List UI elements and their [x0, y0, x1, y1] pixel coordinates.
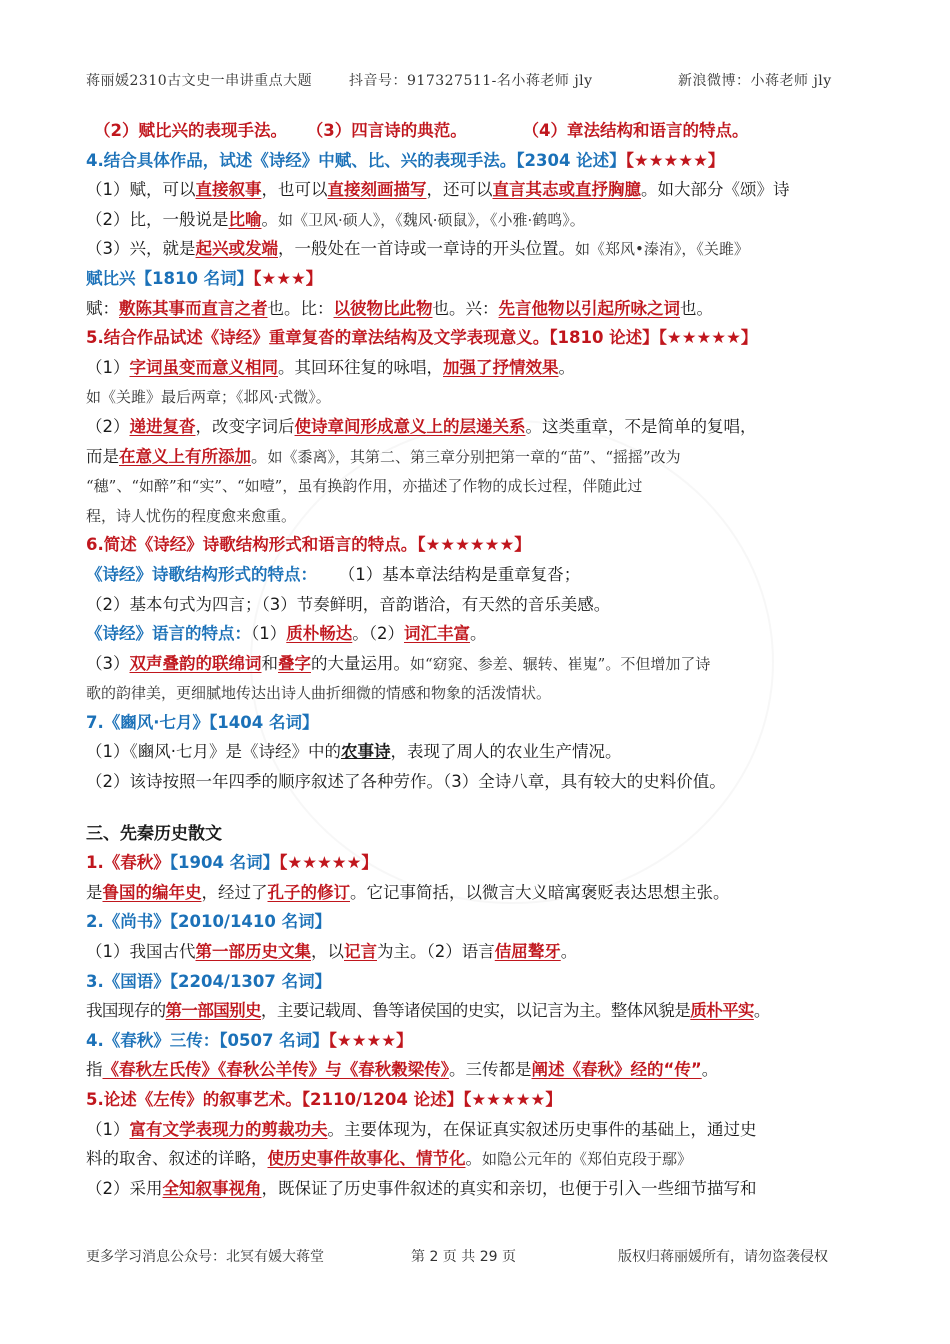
answer-line [86, 501, 876, 531]
text: 的大量运用。 [311, 653, 410, 673]
key-point: 佶屈聱牙 [494, 942, 561, 962]
answer-line [86, 737, 876, 767]
answer-line [86, 560, 876, 590]
answer-line [86, 1055, 876, 1085]
example-note: 如“窈窕、参差、辗转、崔嵬”。不但增加了诗 [410, 654, 711, 673]
key-point: 《春秋左氏传》《春秋公羊传》与《春秋穀梁传》 [102, 1060, 449, 1080]
exam-tag: 【0507 名词】 [219, 1030, 329, 1050]
question-title: 5.结合作品试述《诗经》重章复沓的章法结构及文学表现意义。 [86, 328, 550, 348]
key-point: 敷陈其事而直言之者 [119, 298, 268, 318]
question-4-heading [86, 146, 876, 176]
answer-line [86, 294, 876, 324]
question-7-heading [86, 708, 876, 738]
text: 。这类重章，不是简单的复唱， [525, 416, 757, 436]
example-note: “穗”、“如醉”和“实”、“如噎”，虽有换韵作用，亦描述了作物的成长过程，伴随此过 [86, 477, 643, 496]
text: （1） [86, 357, 130, 377]
question-title: 5.论述《左传》的叙事艺术。 [86, 1090, 302, 1109]
subheading: 《诗经》语言的特点： [86, 624, 251, 644]
section-heading [86, 819, 876, 849]
text: 指 [86, 1060, 103, 1080]
text: 。 [558, 357, 575, 377]
star-rating: 【★★★★★】 [279, 853, 378, 873]
key-point: 第一部历史文集 [195, 942, 311, 962]
text: 也。兴： [432, 298, 499, 318]
key-point: 鲁国的编年史 [102, 882, 202, 902]
key-point: 记言 [344, 942, 377, 962]
star-rating: 【★★★】 [253, 268, 323, 288]
text: （1） [251, 624, 287, 644]
answer-line [86, 590, 876, 620]
key-point: 直接叙事 [195, 180, 262, 200]
question-title: 6.简述《诗经》诗歌结构形式和语言的特点。 [86, 535, 418, 555]
text: 。 [753, 1001, 770, 1021]
key-point: 孔子的修订 [267, 882, 350, 902]
term-heading [86, 1026, 876, 1056]
term-title: 7.《豳风·七月》 [86, 712, 210, 732]
text: 也。比： [267, 298, 334, 318]
text: ，经过了 [201, 882, 268, 902]
page-number: 第 2 页 共 29 页 [411, 1249, 516, 1265]
question-5-heading [86, 323, 876, 353]
term-title: 2.《尚书》 [86, 912, 170, 932]
text: 。其回环往复的咏唱， [278, 357, 443, 377]
text: 。如大部分《颂》诗 [641, 180, 790, 200]
text: 是 [86, 882, 103, 902]
text: （3）兴，就是 [86, 239, 196, 259]
text: ，还可以 [426, 180, 493, 200]
question-title: 4.结合具体作品，试述《诗经》中赋、比、兴的表现手法。 [86, 150, 517, 170]
term-title: 赋比兴 [86, 268, 136, 288]
key-point: 字词虽变而意义相同 [129, 357, 278, 377]
example-note: 如隐公元年的《郑伯克段于鄢》 [482, 1150, 693, 1169]
point-4: （4）章法结构和语言的特点。 [530, 121, 749, 140]
key-point: 使诗章间形成意义上的层递关系 [294, 416, 526, 436]
key-point: 阐述《春秋》经的“传” [531, 1060, 702, 1080]
text: 为主。（2）语言 [377, 942, 495, 962]
example-note: 程，诗人忧伤的程度愈来愈重。 [86, 506, 297, 525]
answer-line [86, 1174, 876, 1204]
text: （1）《豳风·七月》是《诗经》中的 [86, 742, 341, 762]
text: 而是 [86, 446, 119, 466]
text: （2） [86, 416, 130, 436]
question-6-heading [86, 530, 876, 560]
key-point: 比喻 [228, 209, 262, 229]
exam-tag: 【1404 名词】 [209, 712, 319, 732]
intro-points-line [86, 116, 876, 146]
term-title: 4.《春秋》三传： [86, 1030, 220, 1050]
key-point: 直言其志或直抒胸臆 [492, 180, 641, 200]
text: ，改变字词后 [195, 416, 295, 436]
key-point: 全知叙事视角 [162, 1178, 262, 1198]
star-rating: 【★★★★】 [328, 1030, 413, 1050]
example-note: 如《关雎》最后两章；《邶风·式微》。 [86, 388, 331, 407]
answer-line [86, 175, 876, 205]
text: 。（2） [352, 624, 404, 644]
exam-tag: 【1810 论述】 [549, 328, 659, 348]
subheading: 《诗经》诗歌结构形式的特点： [86, 564, 317, 584]
text: 。三传都是 [449, 1060, 532, 1080]
text: 。它记事简括，以微言大义暗寓褒贬表达思想主张。 [350, 882, 730, 902]
point-2: （2）赋比兴的表现手法。 [94, 121, 287, 140]
key-point: 在意义上有所添加 [119, 446, 251, 466]
exam-tag: 【2110/1204 论述】 [301, 1090, 464, 1109]
answer-line [86, 412, 876, 442]
text: （1）赋，可以 [86, 180, 196, 200]
key-point: 使历史事件故事化、情节化 [267, 1149, 466, 1169]
example-note: 如《卫风·硕人》，《魏风·硕鼠》，《小雅·鹤鸣》。 [278, 210, 585, 229]
text: 和 [261, 653, 278, 673]
answer-line [86, 442, 876, 472]
term-title: 1.《春秋》 [86, 853, 170, 873]
text: （3） [86, 653, 130, 673]
term-title: 3.《国语》 [86, 971, 170, 991]
answer-line [86, 619, 876, 649]
text: ，主要记载周、鲁等诸侯国的史实，以记言为主。整体风貌是 [260, 1001, 691, 1021]
star-rating: 【★★★★★】 [658, 328, 758, 348]
answer-line [86, 234, 876, 264]
text: 也。 [680, 298, 713, 318]
text: （1）我国古代 [86, 942, 196, 962]
answer-line [86, 878, 876, 908]
text: 我国现存的 [86, 1001, 166, 1021]
example-note: 如《郑风•溱洧》，《关雎》 [575, 240, 749, 259]
answer-line [86, 996, 876, 1026]
term-heading [86, 848, 876, 878]
key-point: 词汇丰富 [404, 624, 470, 644]
key-point: 起兴或发端 [195, 239, 278, 259]
text: ，也可以 [261, 180, 328, 200]
key-point: 递进复沓 [129, 416, 196, 436]
star-rating: 【★★★★★】 [463, 1090, 562, 1109]
key-point: 富有文学表现力的剪裁功夫 [129, 1119, 328, 1139]
text: （1）基本章法结构是重章复沓； [347, 564, 581, 584]
text: 。 [701, 1060, 719, 1080]
text: ，表现了周人的农业生产情况。 [390, 742, 622, 762]
key-point: 加强了抒情效果 [443, 357, 559, 377]
exam-tag: 【2204/1307 名词】 [169, 971, 332, 991]
key-point: 第一部国别史 [165, 1001, 261, 1021]
text: （2）比，一般说是 [86, 209, 229, 229]
key-point: 叠字 [278, 653, 311, 673]
text: （2）采用 [86, 1178, 163, 1198]
answer-line [86, 767, 876, 797]
question-heading [86, 1085, 876, 1115]
text: 。 [465, 1149, 482, 1169]
text: 。 [560, 942, 578, 962]
page-content [86, 116, 876, 1203]
text: ，一般处在一首诗或一章诗的开头位置。 [278, 239, 575, 259]
key-point: 农事诗 [341, 742, 391, 762]
exam-tag: 【1810 名词】 [135, 268, 254, 288]
text: （2）基本句式为四言；（3）节奏鲜明，音韵谐洽，有天然的音乐美感。 [86, 594, 611, 614]
text: （2）该诗按照一年四季的顺序叙述了各种劳作。（3）全诗八章，具有较大的史料价值。 [86, 772, 726, 792]
star-rating: 【★★★★★】 [625, 150, 725, 170]
key-point: 以彼物比此物 [333, 298, 433, 318]
answer-line [86, 382, 876, 412]
exam-tag: 【2304 论述】 [516, 150, 626, 170]
text: ，以 [311, 942, 344, 962]
term-heading [86, 907, 876, 937]
header-course: 蒋丽媛2310古文史一串讲重点大题 [86, 73, 313, 89]
text: ，既保证了历史事件叙述的真实和亲切，也便于引入一些细节描写和 [261, 1178, 757, 1198]
key-point: 先言他物以引起所咏之词 [498, 298, 680, 318]
term-heading [86, 967, 876, 997]
answer-line [86, 205, 876, 235]
answer-line [86, 678, 876, 708]
key-point: 质朴畅达 [286, 624, 353, 644]
answer-line [86, 649, 876, 679]
header-douyin: 抖音号：917327511-名小蒋老师 jly [349, 73, 593, 89]
text: 。 [261, 209, 278, 229]
exam-tag: 【1904 名词】 [169, 853, 280, 873]
section-title: 三、先秦历史散文 [86, 823, 222, 844]
text: 。 [470, 624, 487, 644]
point-3: （3）四言诗的典范。 [314, 121, 467, 140]
key-point: 质朴平实 [690, 1001, 754, 1021]
text: 料的取舍、叙述的详略， [86, 1149, 268, 1169]
answer-line [86, 1115, 876, 1145]
answer-line [86, 353, 876, 383]
header-weibo: 新浪微博：小蒋老师 jly [678, 73, 832, 89]
exam-tag: 【2010/1410 名词】 [169, 912, 332, 932]
example-note: 歌的韵律美，更细腻地传达出诗人曲折细微的情感和物象的活泼情状。 [86, 684, 552, 703]
text: 。 [251, 446, 268, 466]
example-note: 如《黍离》，其第二、第三章分别把第一章的“苗”、“摇摇”改为 [267, 447, 681, 466]
answer-line [86, 471, 876, 501]
answer-line [86, 1144, 876, 1174]
footer-copyright: 版权归蒋丽媛所有，请勿盗袭侵权 [618, 1249, 828, 1265]
term-heading [86, 264, 876, 294]
text: 赋： [86, 298, 119, 318]
answer-line [86, 937, 876, 967]
key-point: 双声叠韵的联绵词 [129, 653, 262, 673]
text: 。主要体现为，在保证真实叙述历史事件的基础上，通过史 [327, 1119, 757, 1139]
key-point: 直接刻画描写 [327, 180, 427, 200]
footer-wechat: 更多学习消息公众号：北冥有媛大蒋堂 [86, 1249, 324, 1265]
star-rating: 【★★★★★★】 [417, 535, 531, 555]
text: （1） [86, 1119, 130, 1139]
